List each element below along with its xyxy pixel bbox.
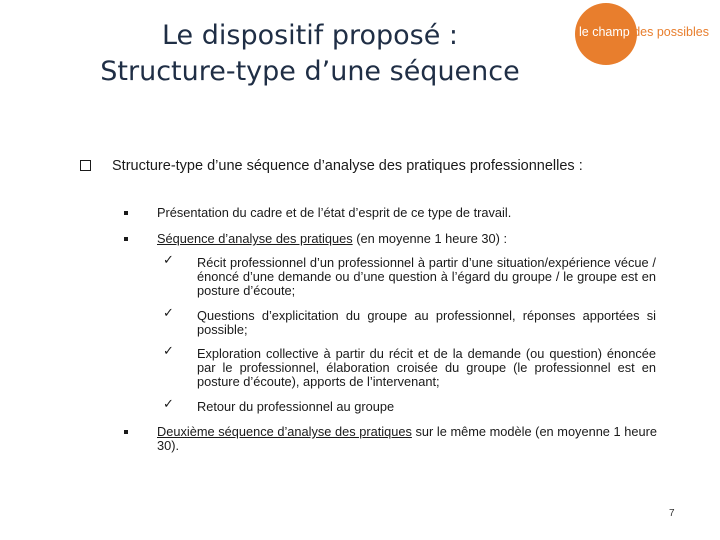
checkmark-icon: ✓ (163, 306, 174, 321)
item-sequence-label: Séquence d’analyse des pratiques (157, 231, 353, 246)
checkmark-icon: ✓ (163, 253, 174, 268)
square-bullet-icon (124, 430, 128, 434)
sub-item-2: Questions d’explicitation du groupe au professionnel, réponses apportées si possible; (197, 308, 656, 337)
item-sequence (157, 232, 657, 246)
hollow-square-icon (80, 160, 91, 171)
logo-text-part1: le champ (579, 25, 630, 39)
sub-item-1: Récit professionnel d’un professionnel à partir d’une situation/expérience vécue / énoncé d’une demande ou d’une question à l’égard du groupe / le groupe est en posture d’écoute; (197, 255, 656, 298)
item-second-label: Deuxième séquence d’analyse des pratiques (157, 424, 412, 439)
sub-item-4: Retour du professionnel au groupe (197, 399, 395, 414)
slide-title-line2: Structure-type d’une séquence (100, 56, 520, 87)
main-bullet-text: Structure-type d’une séquence d’analyse des pratiques professionnelles : (112, 158, 583, 174)
item-second-sequence (157, 425, 657, 453)
checkmark-icon: ✓ (163, 344, 174, 359)
item-presentation: Présentation du cadre et de l’état d’esprit de ce type de travail. (157, 205, 512, 220)
slide-title-line1: Le dispositif proposé : (161, 20, 459, 51)
square-bullet-icon (124, 211, 128, 215)
item-sequence-rest: (en moyenne 1 heure 30) : (352, 231, 508, 246)
logo-text-part2: des possibles (629, 25, 709, 39)
page-number: 7 (669, 508, 675, 519)
square-bullet-icon (124, 237, 128, 241)
checkmark-icon: ✓ (163, 397, 174, 412)
item-second-rest: sur le même modèle (en moyenne 1 heure 30). (157, 424, 657, 453)
sub-item-3: Exploration collective à partir du récit et de la demande (ou question) énoncée par le professionnel, élaboration croisée du groupe (le professionnel est en posture d’écoute), apports de l’intervenant; (197, 346, 656, 389)
